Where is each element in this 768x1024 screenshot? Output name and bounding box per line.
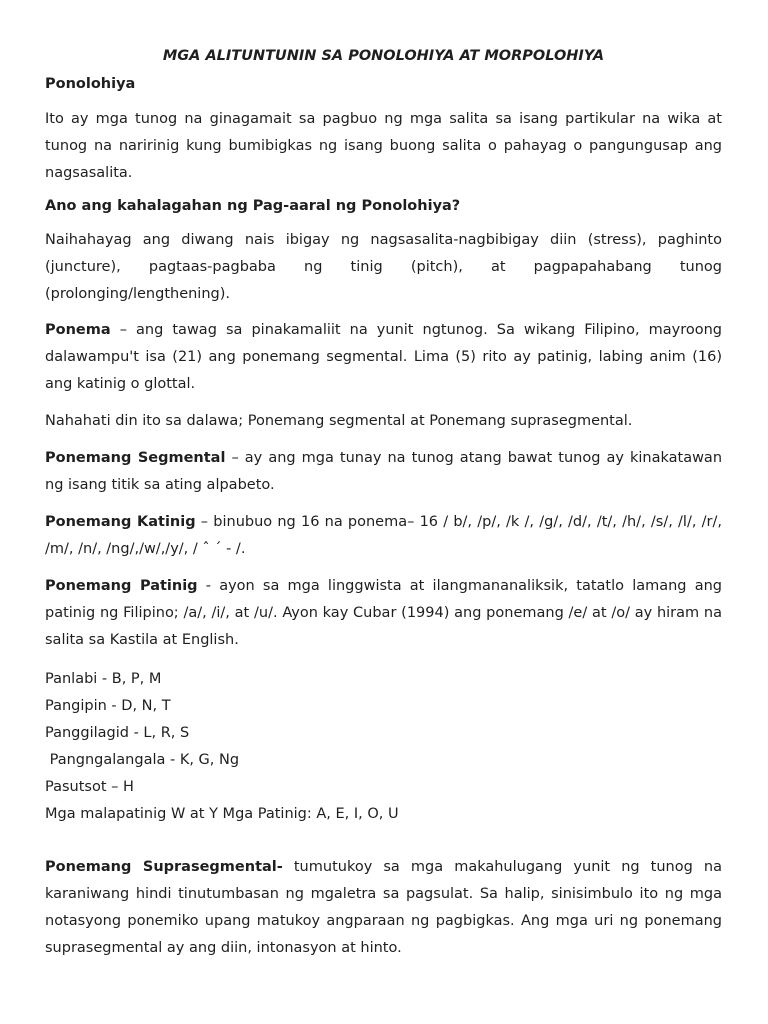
paragraph-patinig xyxy=(45,573,722,654)
paragraph-nahahati: Nahahati din ito sa dalawa; Ponemang segmental at Ponemang suprasegmental. xyxy=(45,413,633,429)
question-heading: Ano ang kahalagahan ng Pag-aaral ng Ponolohiya? xyxy=(45,198,461,214)
paragraph-ponema xyxy=(45,317,722,398)
list-item: Panggilagid - L, R, S xyxy=(45,725,190,741)
term-segmental: Ponemang Segmental xyxy=(45,450,226,466)
paragraph-segmental xyxy=(45,445,722,499)
text-katinig: – binubuo ng 16 na ponema– 16 / b/, /p/, /k /, /g/, /d/, /t/, /h/, /s/, /l/, /r/, /m/, /n/, /ng/,/w/,/y/, / ˆ ´ - /. xyxy=(45,514,723,557)
term-suprasegmental: Ponemang Suprasegmental- xyxy=(45,859,283,875)
term-katinig: Ponemang Katinig xyxy=(45,514,196,530)
list-item: Pasutsot – H xyxy=(45,779,134,795)
list-item: Panlabi - B, P, M xyxy=(45,671,162,687)
text-patinig: - ayon sa mga linggwista at ilangmananaliksik, tatatlo lamang ang patinig ng Filipino; /a/, /i/, at /u/. Ayon kay Cubar (1994) ang ponemang /e/ at /o/ ay hiram na salita sa Kastila at English. xyxy=(45,578,722,648)
paragraph-suprasegmental xyxy=(45,854,722,962)
text-segmental: – ay ang mga tunay na tunog atang bawat tunog ay kinakatawan ng isang titik sa ating alpabeto. xyxy=(45,450,723,493)
list-item: Pangipin - D, N, T xyxy=(45,698,171,714)
list-item: Pangngalangala - K, G, Ng xyxy=(45,752,240,768)
text-ponema: – ang tawag sa pinakamaliit na yunit ngtunog. Sa wikang Filipino, mayroong dalawampu't isa (21) ang ponemang segmental. Lima (5) rito ay patinig, labing anim (16) ang katinig o glottal. xyxy=(45,322,722,392)
articulation-list xyxy=(45,666,722,828)
list-item: Mga malapatinig W at Y Mga Patinig: A, E, I, O, U xyxy=(45,806,399,822)
term-patinig: Ponemang Patinig xyxy=(45,578,198,594)
paragraph-importance: Naihahayag ang diwang nais ibigay ng nagsasalita-nagbibigay diin (stress), paghinto (juncture), pagtaas-pagbaba ng tinig (pitch), at pagpapahabang tunog (prolonging/lengthening). xyxy=(45,232,722,302)
paragraph-katinig xyxy=(45,509,722,563)
section-heading-ponolohiya: Ponolohiya xyxy=(45,76,136,92)
text-suprasegmental: tumutukoy sa mga makahulugang yunit ng tunog na karaniwang hindi tinutumbasan ng mgaletra sa pagsulat. Sa halip, sinisimbulo ito ng mga notasyong ponemiko upang matukoy angparaan ng pagbigkas. Ang mga uri ng ponemang suprasegmental ay ang diin, intonasyon at hinto. xyxy=(45,859,722,956)
document-title: MGA ALITUNTUNIN SA PONOLOHIYA AT MORPOLOHIYA xyxy=(162,48,605,64)
term-ponema: Ponema xyxy=(45,322,111,338)
paragraph-definition: Ito ay mga tunog na ginagamait sa pagbuo ng mga salita sa isang partikular na wika at tunog na naririnig kung bumibigkas ng isang buong salita o pahayag o pangungusap ang nagsasalita. xyxy=(45,111,722,181)
